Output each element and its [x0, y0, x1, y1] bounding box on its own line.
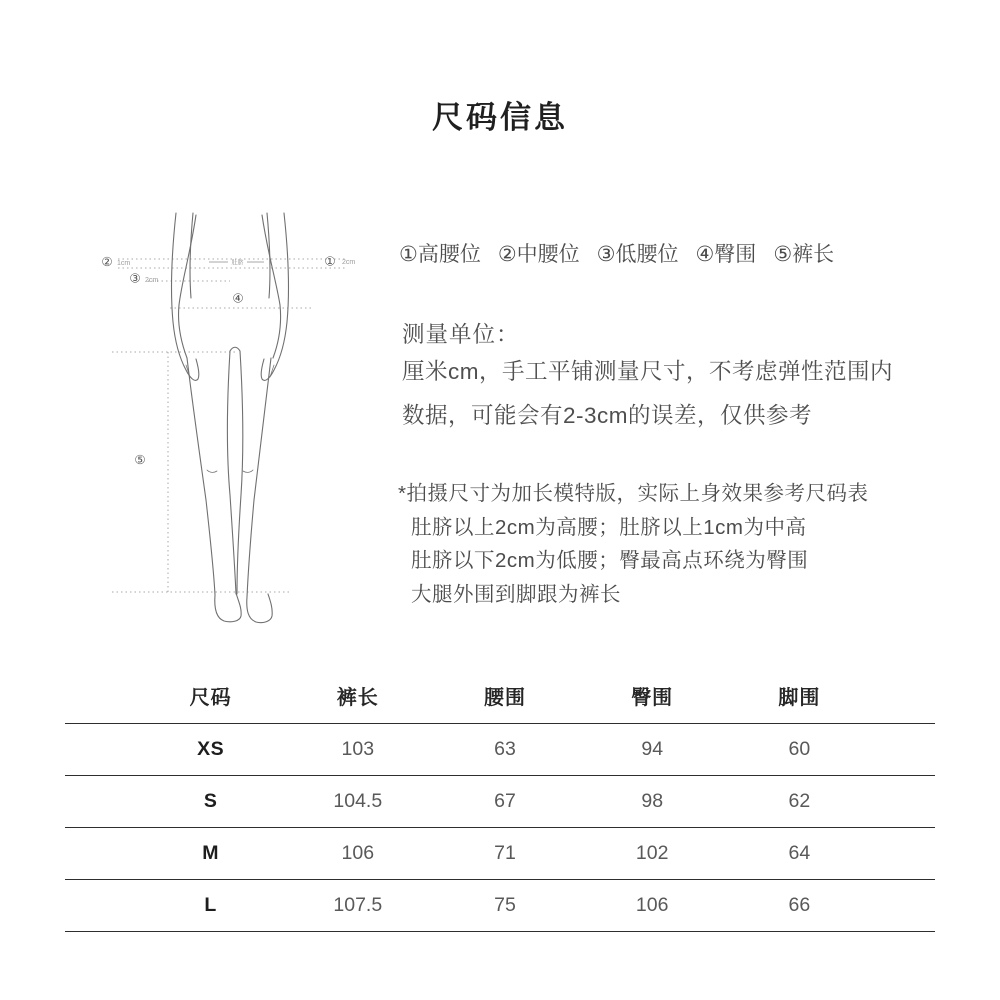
leg-opening-value: 66 — [788, 894, 811, 916]
pant-length-value: 107.5 — [333, 894, 383, 916]
callout-1-icon: ① — [324, 254, 336, 269]
waist-value: 67 — [494, 790, 516, 812]
col-header-hip: 臀围 — [631, 686, 674, 709]
navel-label: 肚脐 — [231, 260, 244, 267]
legend-item-high-waist: ①高腰位 — [399, 243, 481, 266]
table-row-xs — [65, 724, 935, 776]
size-table-header-row — [65, 667, 935, 724]
measurement-description — [402, 350, 922, 438]
hip-value: 106 — [635, 894, 669, 916]
legend-item-hip: ④臀围 — [695, 243, 757, 266]
legend-item-low-waist: ③低腰位 — [596, 243, 679, 266]
table-row-s — [65, 776, 935, 828]
size-label: M — [202, 842, 219, 864]
waist-value: 71 — [494, 842, 516, 864]
callout-2-icon: ② — [101, 255, 113, 269]
measurement-guide-lines — [112, 259, 345, 592]
page-title: 尺码信息 — [432, 100, 568, 135]
col-header-pant-length: 裤长 — [336, 686, 379, 709]
callout-5-icon: ⑤ — [134, 453, 146, 467]
size-label: L — [204, 894, 217, 916]
pant-length-value: 103 — [341, 738, 375, 760]
measurement-line-2: 数据，可能会有2-3cm的误差，仅供参考 — [402, 403, 813, 428]
waist-value: 75 — [494, 894, 516, 916]
callout-3-offset: 2cm — [145, 277, 159, 284]
col-header-size: 尺码 — [189, 686, 232, 709]
col-header-waist: 腰围 — [483, 686, 526, 709]
note-line-1: *拍摄尺寸为加长模特版，实际上身效果参考尺码表 — [398, 482, 869, 505]
body-outline — [172, 213, 289, 623]
callout-2-offset: 1cm — [117, 260, 131, 267]
size-label: XS — [197, 738, 225, 760]
note-line-3: 肚脐以下2cm为低腰；臀最高点环绕为臀围 — [411, 549, 809, 572]
hip-value: 98 — [641, 790, 664, 812]
leg-opening-value: 64 — [788, 842, 811, 864]
hip-value: 102 — [635, 842, 669, 864]
leg-opening-value: 60 — [788, 738, 811, 760]
pant-length-value: 106 — [341, 842, 375, 864]
leg-opening-value: 62 — [788, 790, 811, 812]
size-table — [65, 667, 935, 932]
callout-3-icon: ③ — [129, 271, 141, 286]
legend-item-pant-length: ⑤裤长 — [773, 243, 835, 266]
size-notes — [398, 477, 918, 611]
hip-value: 94 — [641, 738, 664, 760]
body-sketch-illustration — [90, 205, 390, 640]
table-row-l — [65, 880, 935, 932]
size-label: S — [203, 790, 218, 812]
figure-callout-numbers — [101, 255, 335, 468]
col-header-leg-opening: 脚围 — [778, 686, 821, 709]
table-row-m — [65, 828, 935, 880]
measurement-line-1: 厘米cm，手工平铺测量尺寸，不考虑弹性范围内 — [402, 359, 893, 384]
note-line-4: 大腿外围到脚跟为裤长 — [411, 582, 621, 606]
legend-item-mid-waist: ②中腰位 — [497, 243, 580, 266]
callout-4-icon: ④ — [232, 291, 244, 306]
measure-point-legend — [399, 238, 959, 268]
size-guide-figure — [90, 205, 390, 640]
waist-value: 63 — [494, 738, 516, 760]
pant-length-value: 104.5 — [333, 790, 383, 812]
note-line-2: 肚脐以上2cm为高腰；肚脐以上1cm为中高 — [411, 515, 807, 539]
measurement-unit-heading: 测量单位： — [402, 322, 520, 347]
callout-1-offset: 2cm — [342, 259, 356, 266]
